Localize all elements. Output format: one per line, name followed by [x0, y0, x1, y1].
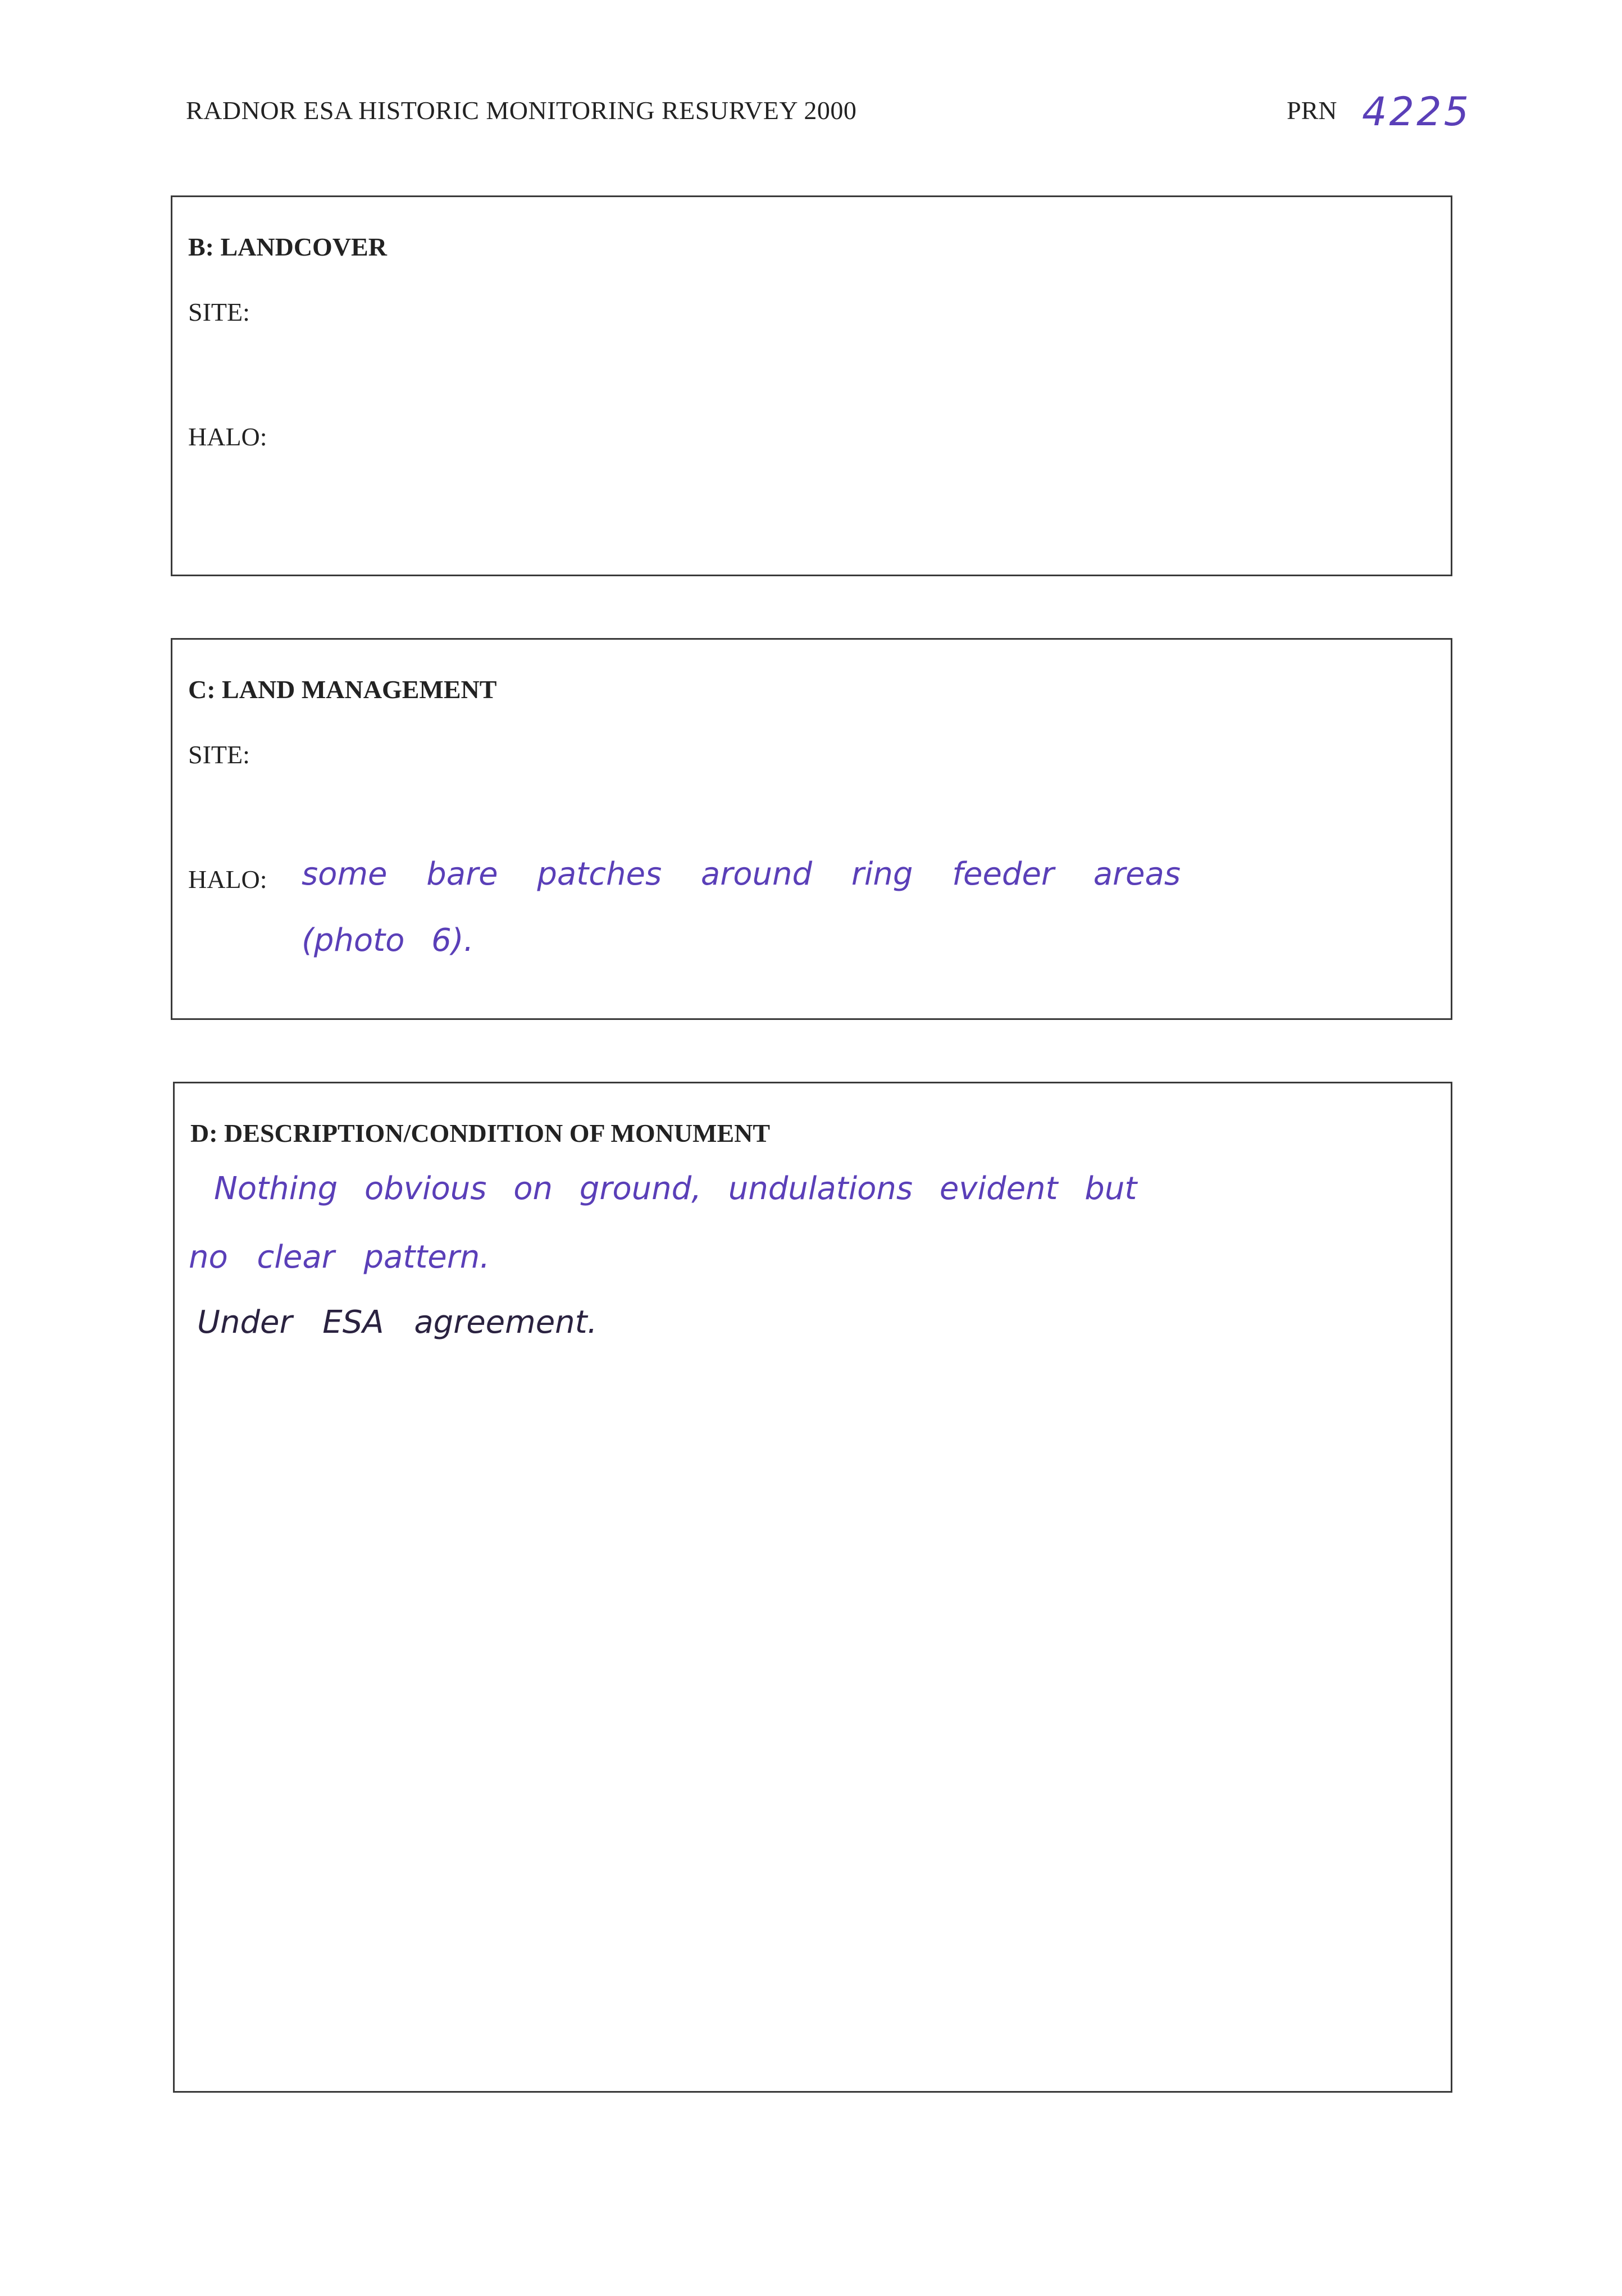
section-description-condition — [173, 1082, 1452, 2093]
prn-value: 4225 — [1362, 89, 1471, 135]
form-title: RADNOR ESA HISTORIC MONITORING RESURVEY 2000 — [186, 96, 857, 125]
site-label: SITE: — [188, 740, 250, 769]
halo-label: HALO: — [188, 865, 267, 894]
section-landcover — [171, 195, 1452, 576]
prn-label: PRN — [1287, 96, 1337, 125]
section-heading-land-management: C: LAND MANAGEMENT — [188, 675, 497, 704]
description-handwritten-line-3: Under ESA agreement. — [197, 1304, 598, 1341]
description-handwritten-line-2: no clear pattern. — [189, 1239, 490, 1275]
section-heading-landcover: B: LANDCOVER — [188, 233, 387, 261]
halo-label: HALO: — [188, 422, 267, 451]
site-label: SITE: — [188, 298, 250, 326]
halo-handwritten-line-2: (photo 6). — [302, 922, 474, 959]
section-heading-description: D: DESCRIPTION/CONDITION OF MONUMENT — [190, 1119, 771, 1147]
section-land-management — [171, 638, 1452, 1020]
halo-handwritten-line-1: some bare patches around ring feeder areas — [302, 856, 1181, 892]
description-handwritten-line-1: Nothing obvious on ground, undulations evident but — [214, 1170, 1137, 1207]
